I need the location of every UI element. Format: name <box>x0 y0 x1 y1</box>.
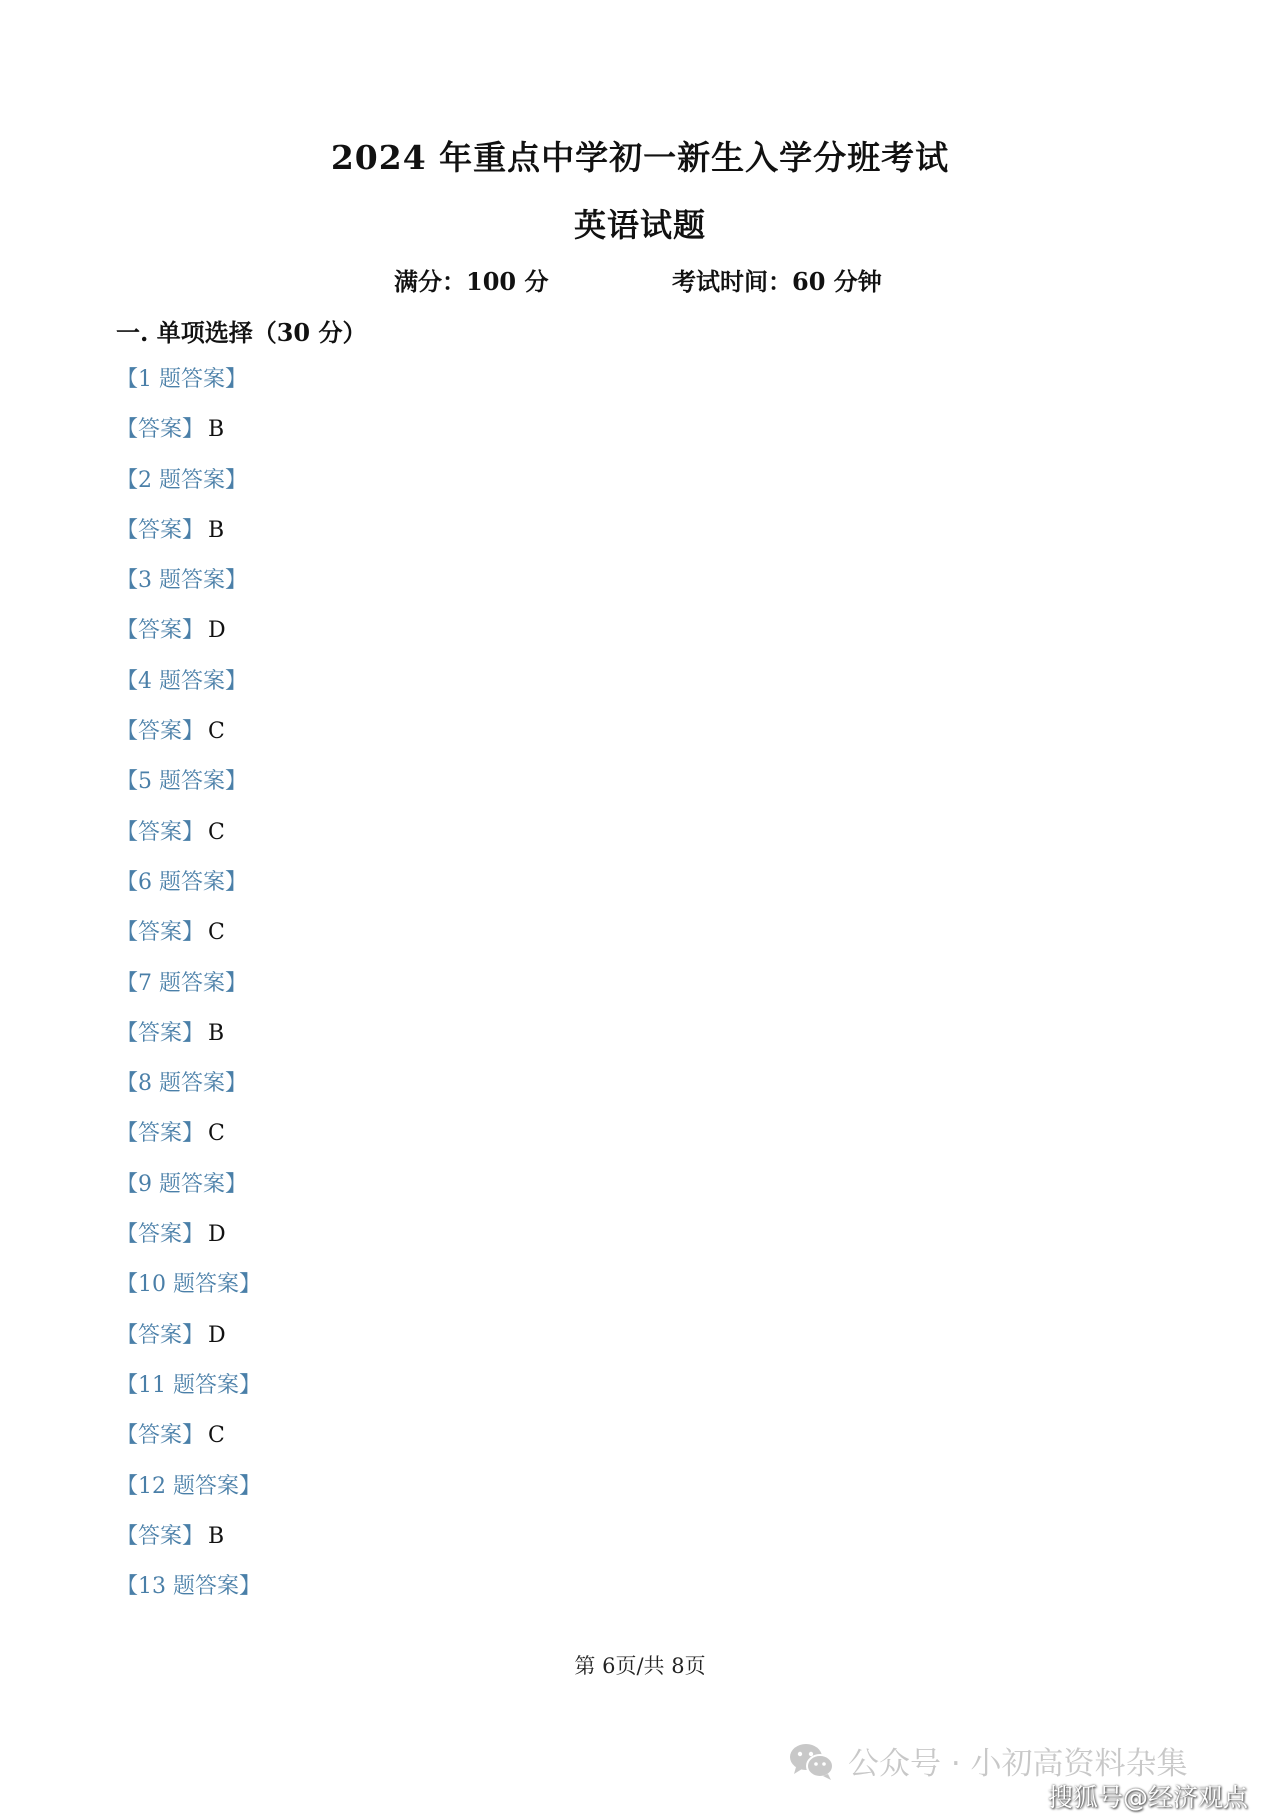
document-subtitle: 英语试题 <box>573 206 706 244</box>
answer-label: 【答案】 <box>116 417 205 443</box>
answer-line <box>116 1016 261 1066</box>
answer-item <box>116 664 261 765</box>
answer-label: 【答案】 <box>116 1020 205 1046</box>
question-label: 【3 题答案】 <box>116 568 247 594</box>
answer-label: 【答案】 <box>116 719 205 745</box>
answer-item <box>116 362 261 463</box>
question-line <box>116 1569 261 1619</box>
answer-item <box>116 966 261 1067</box>
question-line <box>116 563 261 613</box>
question-line <box>116 664 261 714</box>
question-line <box>116 463 261 513</box>
question-label: 【9 题答案】 <box>116 1171 247 1197</box>
answer-item <box>116 865 261 966</box>
question-line <box>116 764 261 814</box>
answer-line <box>116 714 261 764</box>
sohu-watermark: 搜狐号@经济观点 <box>1048 1783 1249 1812</box>
answer-value: C <box>208 1121 225 1147</box>
answer-label: 【答案】 <box>116 618 205 644</box>
answer-label: 【答案】 <box>116 1121 205 1147</box>
answer-item <box>116 764 261 865</box>
answer-label: 【答案】 <box>116 1222 205 1248</box>
answer-value: D <box>208 1322 226 1348</box>
answer-value: B <box>208 517 225 543</box>
exam-time: 考试时间：60 分钟 <box>672 267 882 296</box>
answer-item <box>116 1167 261 1268</box>
answer-label: 【答案】 <box>116 1423 205 1449</box>
question-line <box>116 1368 261 1418</box>
answer-item <box>116 463 261 564</box>
answer-value: C <box>208 819 225 845</box>
question-label: 【12 题答案】 <box>116 1473 261 1499</box>
answer-line <box>116 1519 261 1569</box>
answer-line <box>116 1217 261 1267</box>
answer-line <box>116 815 261 865</box>
answer-line <box>116 412 261 462</box>
question-line <box>116 966 261 1016</box>
answer-value: D <box>208 618 226 644</box>
question-label: 【11 题答案】 <box>116 1372 261 1398</box>
answer-value: B <box>208 1020 225 1046</box>
answer-value: C <box>208 920 225 946</box>
answer-line <box>116 1318 261 1368</box>
answer-value: B <box>208 1523 225 1549</box>
question-line <box>116 1469 261 1519</box>
answer-label: 【答案】 <box>116 1523 205 1549</box>
question-line <box>116 1267 261 1317</box>
answer-item <box>116 1267 261 1368</box>
answer-item <box>116 1368 261 1469</box>
answer-line <box>116 513 261 563</box>
document-title: 2024 年重点中学初一新生入学分班考试 <box>330 138 950 177</box>
answer-item <box>116 1066 261 1167</box>
question-label: 【8 题答案】 <box>116 1071 247 1097</box>
question-line <box>116 1066 261 1116</box>
answer-label: 【答案】 <box>116 1322 205 1348</box>
answer-value: C <box>208 719 225 745</box>
answer-item <box>116 1469 261 1570</box>
wechat-icon <box>788 1741 836 1781</box>
question-line <box>116 362 261 412</box>
answer-line <box>116 613 261 663</box>
answer-list <box>116 362 261 1670</box>
official-account-watermark <box>788 1738 1188 1783</box>
question-label: 【5 题答案】 <box>116 769 247 795</box>
question-label: 【10 题答案】 <box>116 1272 261 1298</box>
answer-value: C <box>208 1423 225 1449</box>
question-line <box>116 865 261 915</box>
question-line <box>116 1167 261 1217</box>
question-label: 【7 题答案】 <box>116 970 247 996</box>
question-label: 【13 题答案】 <box>116 1574 261 1600</box>
answer-item <box>116 563 261 664</box>
section-heading: 一. 单项选择（30 分） <box>116 318 367 347</box>
answer-line <box>116 1116 261 1166</box>
page-footer: 第 6页/共 8页 <box>574 1654 706 1678</box>
full-score: 满分：100 分 <box>394 267 549 296</box>
answer-label: 【答案】 <box>116 819 205 845</box>
official-account-text: 公众号 · 小初高资料杂集 <box>848 1746 1188 1782</box>
answer-value: D <box>208 1222 226 1248</box>
answer-line <box>116 1418 261 1468</box>
question-label: 【4 题答案】 <box>116 668 247 694</box>
answer-line <box>116 915 261 965</box>
question-label: 【1 题答案】 <box>116 367 247 392</box>
answer-label: 【答案】 <box>116 920 205 946</box>
question-label: 【6 题答案】 <box>116 869 247 895</box>
question-label: 【2 题答案】 <box>116 467 247 493</box>
answer-value: B <box>208 417 225 443</box>
answer-label: 【答案】 <box>116 517 205 543</box>
